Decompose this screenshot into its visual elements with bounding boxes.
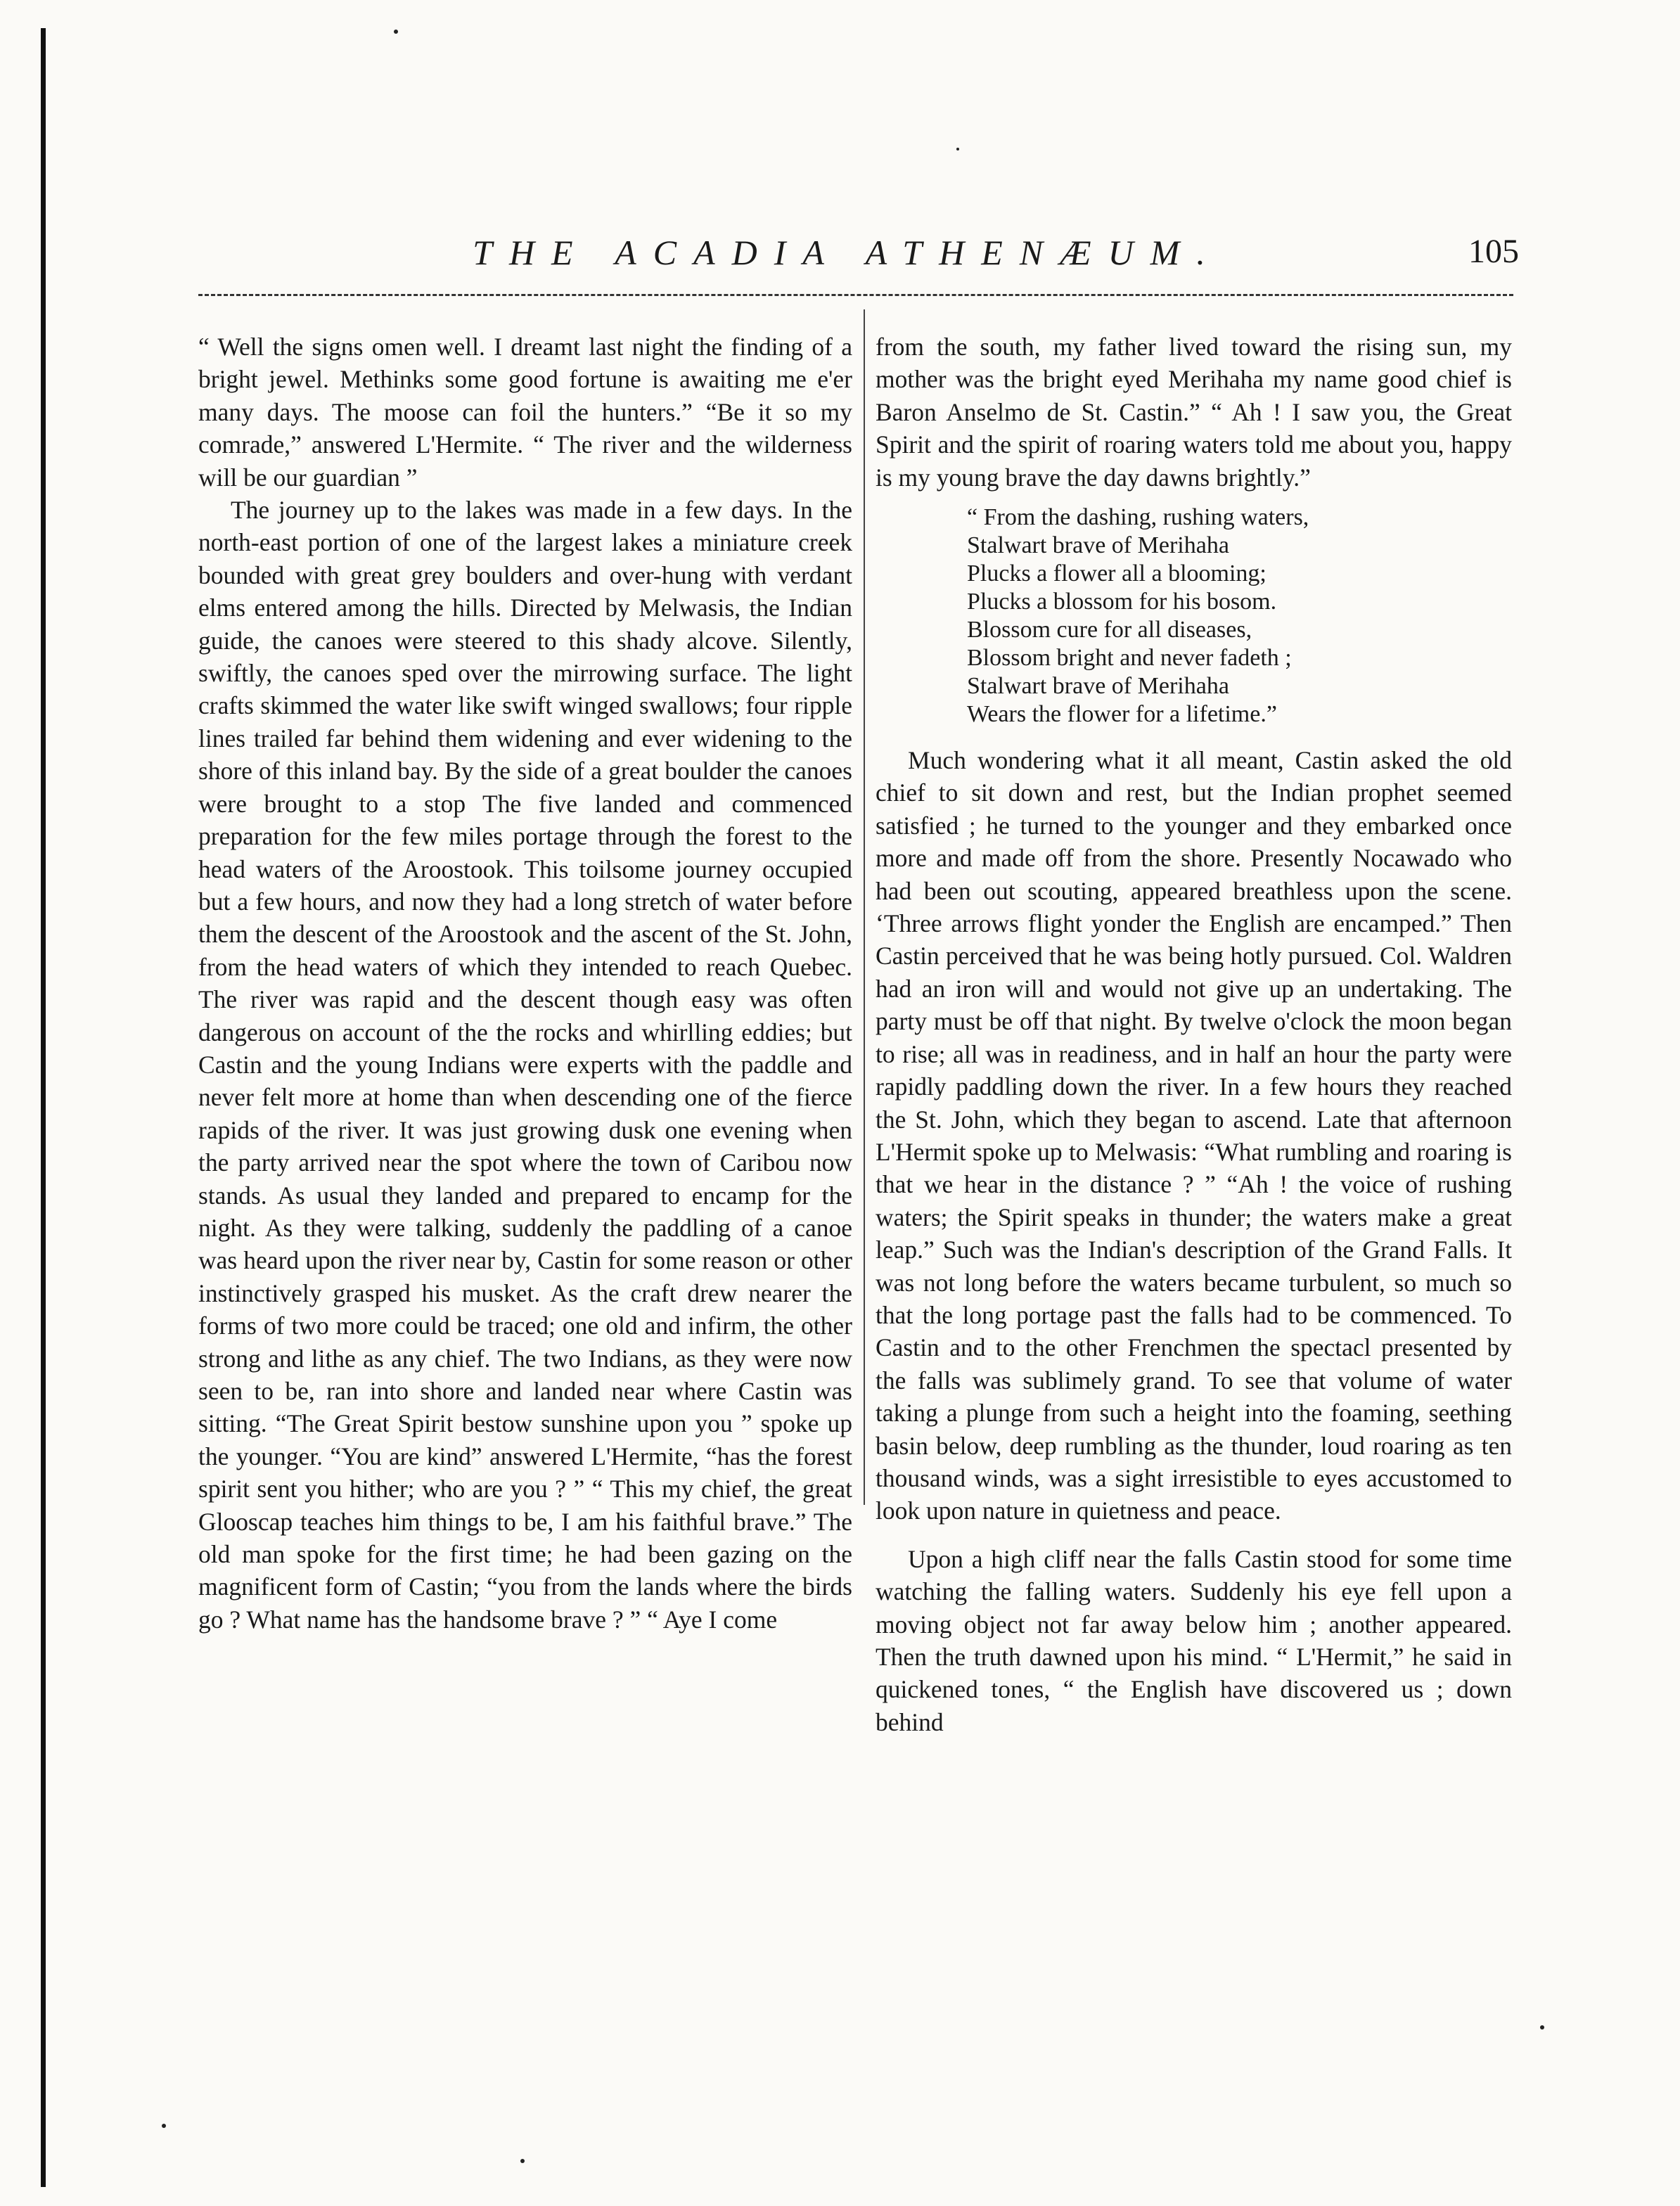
- paragraph: The journey up to the lakes was made in a few days. In the north-east portion of one of the largest lakes a miniature creek bounded with great grey boulders and over-hung with verdant elms entered among the hills. Directed by Melwasis, the Indian guide, the canoes were steered to this shady alcove. Silently, swiftly, the canoes sped over the mirrowing surface. The light crafts skimmed the water like swift winged swallows; four ripple lines trailed far behind them widening and ever widening to the shore of this inland bay. By the side of a great boulder the canoes were brought to a stop The five landed and commenced preparation for the few miles portage through the forest to the head waters of the Aroostook. This toilsome journey occupied but a few hours, and now they had a long stretch of water before them the descent of the Aroostook and the ascent of the St. John, from the head waters of which they intended to reach Quebec. The river was rapid and the descent though easy was often dangerous on account of the the rocks and whirlling eddies; but Castin and the young Indians were experts with the paddle and never felt more at home than when descending one of the fierce rapids of the river. It was just growing dusk one evening when the party arrived near the spot where the town of Caribou now stands. As usual they landed and prepared to encamp for the night. As they were talking, suddenly the paddling of a canoe was heard upon the river near by, Castin for some reason or other instinctively grasped his musket. As the craft drew nearer the forms of two more could be traced; one old and infirm, the other strong and lithe as any chief. The two Indians, as they were now seen to be, ran into shore and landed near where Castin was sitting. “The Great Spirit bestow sunshine upon you ” spoke up the younger. “You are kind” answered L'Hermite, “has the forest spirit sent you hither; who are you ? ” “ This my chief, the great Glooscap teaches him things to be, I am his faithful brave.” The old man spoke for the first time; he had been gazing on the magnificent form of Castin; “you from the lands where the birds go ? What name has the handsome brave ? ” “ Aye I come: [198, 496, 852, 1634]
- poem-line: “ From the dashing, rushing waters,: [967, 504, 1309, 531]
- page-edge-rule: [41, 28, 46, 2187]
- right-column: [876, 331, 1512, 1738]
- poem-line: Blossom cure for all diseases,: [967, 617, 1252, 643]
- paragraph: Much wondering what it all meant, Castin asked the old chief to sit down and rest, but the Indian prophet seemed satisfied ; he turned to the younger and they embarked once more and made off from the shore. Presently Nocawado who had been out scouting, appeared breathless upon the scene. ‘Three arrows flight yonder the English are encamped.” Then Castin perceived that he was being hotly pursued. Col. Waldren had an iron will and would not give up an undertaking. The party must be off that night. By twelve o'clock the moon began to rise; all was in readiness, and in half an hour the party were rapidly paddling down the river. In a few hours they reached the St. John, which they began to ascend. Late that afternoon L'Hermit spoke up to Melwasis: “What rumbling and roaring is that we hear in the distance ? ” “Ah ! the voice of rushing waters; the Spirit speaks in thunder; the waters make a great leap.” Such was the Indian's description of the Grand Falls. It was not long before the waters became turbulent, so much so that the long portage past the falls had to be commenced. To Castin and to the other Frenchmen the spectacl presented by the falls was sublimely grand. To see that volume of water taking a plunge from such a height into the foaming, seething basin below, deep rumbling as the thunder, loud roaring as ten thousand winds, was a sight irresistible to eyes accustomed to look upon nature in quietness and peace.: [876, 746, 1512, 1525]
- print-speck: [520, 2159, 525, 2163]
- print-speck: [162, 2124, 166, 2128]
- print-speck: [394, 30, 398, 34]
- page-header: [176, 232, 1519, 288]
- poem-line: Plucks a blossom for his bosom.: [967, 589, 1277, 615]
- paragraph: from the south, my father lived toward the rising sun, my mother was the bright eyed Merihaha my name good chief is Baron Anselmo de St. Castin.” “ Ah ! I saw you, the Great Spirit and the spirit of roaring waters told me about you, happy is my young brave the day dawns brightly.”: [876, 333, 1512, 492]
- poem-line: Plucks a flower all a blooming;: [967, 560, 1267, 587]
- paragraph: “ Well the signs omen well. I dreamt last night the finding of a bright jewel. Methinks some good fortune is awaiting me e'er many days. The moose can foil the hunters.” “Be it so my comrade,” answered L'Hermite. “ The river and the wilderness will be our guardian ”: [198, 333, 852, 492]
- poem-line: Blossom bright and never fadeth ;: [967, 645, 1292, 672]
- column-divider: [864, 309, 865, 1505]
- page-number: 105: [1468, 233, 1519, 270]
- journal-title: THE ACADIA ATHENÆUM.: [473, 233, 1222, 272]
- poem-line: Stalwart brave of Merihaha: [967, 673, 1229, 700]
- left-column: [198, 331, 852, 1636]
- paragraph: Upon a high cliff near the falls Castin stood for some time watching the falling waters. Suddenly his eye fell upon a moving object not far away below him ; another appeared. Then the truth dawned upon his mind. “ L'Hermit,” he said in quickened tones, “ the English have discovered us ; down behind: [876, 1544, 1512, 1736]
- print-speck: [956, 148, 959, 150]
- print-speck: [1540, 2025, 1544, 2029]
- header-divider: [198, 294, 1513, 296]
- poem: [967, 504, 1512, 729]
- poem-line: Wears the flower for a lifetime.”: [967, 701, 1277, 728]
- poem-line: Stalwart brave of Merihaha: [967, 532, 1229, 559]
